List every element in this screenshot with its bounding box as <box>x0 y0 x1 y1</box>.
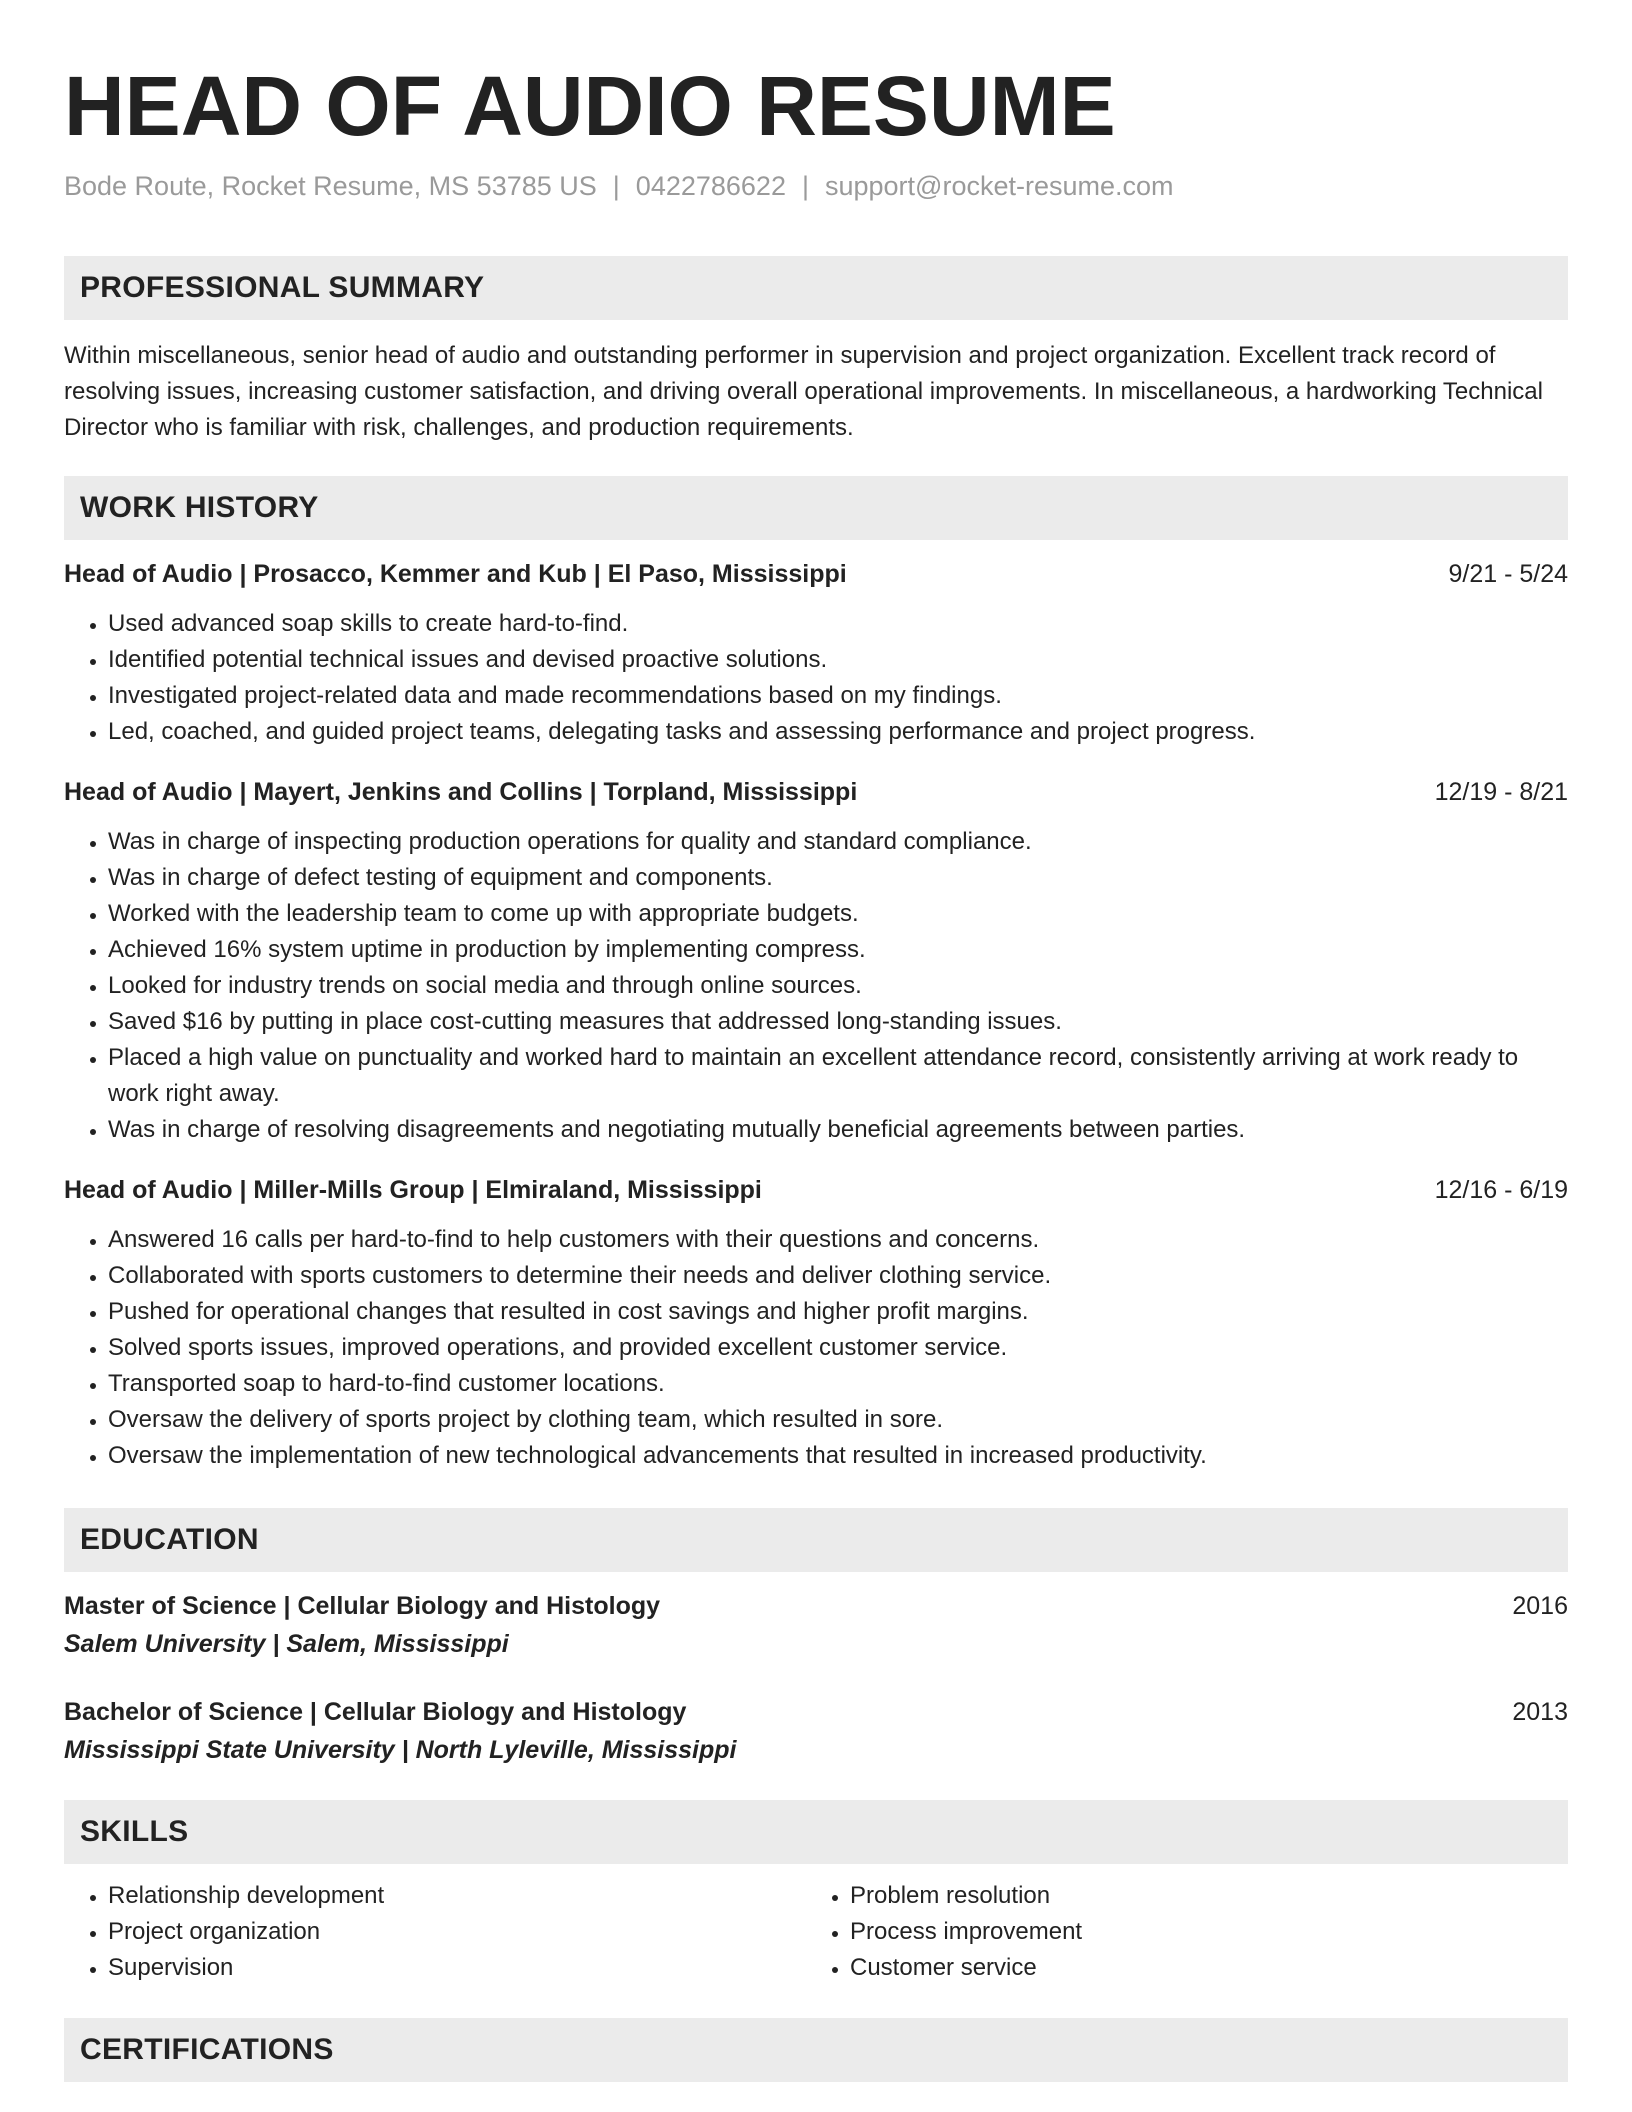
education-header <box>64 1588 1568 1624</box>
job-bullet: • Identified potential technical issues and devised proactive solutions. <box>108 642 1568 678</box>
contact-separator: | <box>801 171 809 201</box>
job-bullet: • Led, coached, and guided project teams, delegating tasks and assessing performance and project progress. <box>108 714 1568 750</box>
education-header <box>64 1694 1568 1730</box>
skill-item: • Project organization <box>108 1914 806 1950</box>
contact-line <box>64 168 1568 204</box>
job-dates: 12/16 - 6/19 <box>1434 1176 1568 1204</box>
skill-item: • Customer service <box>850 1950 1548 1986</box>
skill-item: • Problem resolution <box>850 1878 1548 1914</box>
skills-list-left <box>64 1878 806 1986</box>
job-title: Head of Audio | Mayert, Jenkins and Collins | Torpland, Mississippi <box>64 778 858 806</box>
section-heading-certifications: CERTIFICATIONS <box>64 2018 1568 2082</box>
job-header <box>64 556 1568 592</box>
job-bullet: • Transported soap to hard-to-find customer locations. <box>108 1366 1568 1402</box>
job-bullet-list <box>64 606 1568 750</box>
job-bullet: • Placed a high value on punctuality and worked hard to maintain an excellent attendance record, consistently arriving at work ready to work right away. <box>108 1040 1568 1112</box>
resume-page <box>64 0 1568 2082</box>
job-bullet: • Was in charge of resolving disagreements and negotiating mutually beneficial agreements between parties. <box>108 1112 1568 1148</box>
education-year: 2013 <box>1512 1698 1568 1726</box>
skills-grid <box>64 1878 1568 1986</box>
education-school: Salem University | Salem, Mississippi <box>64 1630 509 1658</box>
job-bullet: • Looked for industry trends on social media and through online sources. <box>108 968 1568 1004</box>
job-bullet: • Oversaw the delivery of sports project by clothing team, which resulted in sore. <box>108 1402 1568 1438</box>
skill-item: • Process improvement <box>850 1914 1548 1950</box>
summary-text: Within miscellaneous, senior head of audio and outstanding performer in supervision and project organization. Excellent track record of resolving issues, increasing customer satisfaction, and driving overall operational improvements. In miscellaneous, a hardworking Technical Director who is familiar with risk, challenges, and production requirements. <box>64 342 1543 441</box>
job-bullet: • Saved $16 by putting in place cost-cutting measures that addressed long-standing issues. <box>108 1004 1568 1040</box>
contact-separator: | <box>612 171 620 201</box>
job-bullet: • Worked with the leadership team to come up with appropriate budgets. <box>108 896 1568 932</box>
job-bullet-list <box>64 824 1568 1148</box>
skills-list-right <box>806 1878 1548 1986</box>
job-header <box>64 1172 1568 1208</box>
skill-item: • Supervision <box>108 1950 806 1986</box>
section-heading-skills: SKILLS <box>64 1800 1568 1864</box>
education-entry <box>64 1588 1568 1664</box>
education-entry <box>64 1694 1568 1770</box>
job-bullet: • Solved sports issues, improved operations, and provided excellent customer service. <box>108 1330 1568 1366</box>
job-entry <box>64 556 1568 750</box>
job-bullet: • Collaborated with sports customers to determine their needs and deliver clothing service. <box>108 1258 1568 1294</box>
resume-title: HEAD OF AUDIO RESUME <box>64 59 1116 153</box>
job-dates: 12/19 - 8/21 <box>1434 778 1568 806</box>
section-heading-education: EDUCATION <box>64 1508 1568 1572</box>
job-bullet: • Achieved 16% system uptime in production by implementing compress. <box>108 932 1568 968</box>
job-dates: 9/21 - 5/24 <box>1448 560 1568 588</box>
job-bullet-list <box>64 1222 1568 1474</box>
skill-item: • Relationship development <box>108 1878 806 1914</box>
job-bullet: • Pushed for operational changes that resulted in cost savings and higher profit margins. <box>108 1294 1568 1330</box>
job-bullet: • Answered 16 calls per hard-to-find to help customers with their questions and concerns. <box>108 1222 1568 1258</box>
contact-address: Bode Route, Rocket Resume, MS 53785 US <box>64 171 597 201</box>
section-heading-summary: PROFESSIONAL SUMMARY <box>64 256 1568 320</box>
job-bullet: • Was in charge of inspecting production operations for quality and standard compliance. <box>108 824 1568 860</box>
education-degree: Bachelor of Science | Cellular Biology and Histology <box>64 1698 687 1726</box>
job-bullet: • Was in charge of defect testing of equipment and components. <box>108 860 1568 896</box>
job-title: Head of Audio | Miller-Mills Group | Elmiraland, Mississippi <box>64 1176 762 1204</box>
education-year: 2016 <box>1512 1592 1568 1620</box>
job-entry <box>64 1172 1568 1474</box>
contact-phone: 0422786622 <box>635 171 786 201</box>
job-bullet: • Investigated project-related data and made recommendations based on my findings. <box>108 678 1568 714</box>
job-entry <box>64 774 1568 1148</box>
contact-email: support@rocket-resume.com <box>824 171 1174 201</box>
education-degree: Master of Science | Cellular Biology and Histology <box>64 1592 661 1620</box>
job-bullet: • Used advanced soap skills to create hard-to-find. <box>108 606 1568 642</box>
education-school: Mississippi State University | North Lyleville, Mississippi <box>64 1736 737 1764</box>
section-heading-work-history: WORK HISTORY <box>64 476 1568 540</box>
job-header <box>64 774 1568 810</box>
job-title: Head of Audio | Prosacco, Kemmer and Kub | El Paso, Mississippi <box>64 560 847 588</box>
job-bullet: • Oversaw the implementation of new technological advancements that resulted in increased productivity. <box>108 1438 1568 1474</box>
